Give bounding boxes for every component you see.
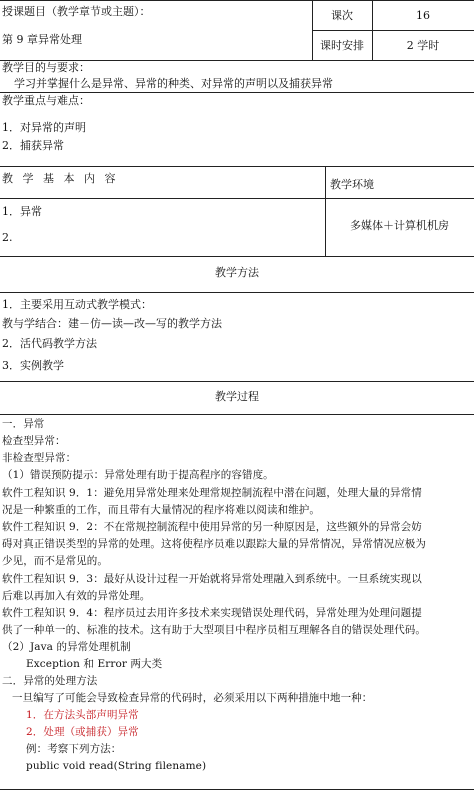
divider bbox=[325, 166, 326, 256]
objectives-label: 教学目的与要求： bbox=[2, 61, 90, 74]
process-line: 一旦编写了可能会导致检查异常的代码时，必须采用以下两种措施中地一种： bbox=[12, 692, 373, 704]
process-line: 非检查型异常： bbox=[2, 452, 77, 464]
process-line: public void read(String filename) bbox=[26, 760, 207, 772]
divider bbox=[0, 292, 474, 293]
objectives-text: 学习并掌握什么是异常、异常的种类、对异常的声明以及捕获异常 bbox=[14, 77, 333, 90]
content-item: 2. bbox=[2, 231, 13, 244]
process-line: （1）错误预防提示：异常处理有助于提高程序的容错度。 bbox=[2, 469, 274, 481]
session-value: 16 bbox=[416, 9, 430, 22]
method-line: 3．实例教学 bbox=[2, 359, 64, 372]
key-point-item: 2．捕获异常 bbox=[2, 139, 64, 152]
topic-label: 授课题目（教学章节或主题）： bbox=[2, 5, 151, 18]
process-line: 例：考察下列方法： bbox=[26, 743, 122, 755]
hours-value: 2 学时 bbox=[406, 39, 440, 52]
divider bbox=[312, 30, 474, 31]
process-line: 软件工程知识 9．3：最好从设计过程一开始就将异常处理融入到系统中。一旦系统实现以 bbox=[2, 573, 422, 585]
environment-value: 多媒体＋计算机机房 bbox=[350, 219, 449, 232]
process-line: 一．异常 bbox=[2, 418, 45, 430]
method-line: 教与学结合：建－仿—读—改—写的教学方法 bbox=[2, 317, 222, 330]
process-line: 软件工程知识 9．1：避免用异常处理来处理常规控制流程中潜在问题，处理大量的异常情 bbox=[2, 487, 422, 499]
divider bbox=[0, 198, 474, 199]
process-line: 软件工程知识 9．2：不在常规控制流程中使用异常的另一种原因是，这些额外的异常会妨 bbox=[2, 521, 422, 533]
process-line: 况是一种繁重的工作，而且带有大量情况的程序将难以阅读和维护。 bbox=[2, 504, 320, 516]
process-line: 供了一种单一的、标准的技术。这有助于大型项目中程序员相互理解各自的错误处理代码。 bbox=[2, 624, 426, 636]
process-line: Exception 和 Error 两大类 bbox=[26, 658, 163, 670]
content-item: 1．异常 bbox=[2, 205, 42, 218]
content-label: 教 学 基 本 内 容 bbox=[2, 172, 119, 185]
process-line: 二．异常的处理方法 bbox=[2, 675, 98, 687]
process-heading: 教学过程 bbox=[215, 390, 259, 403]
process-line-emphasis: 1．在方法头部声明异常 bbox=[26, 709, 139, 721]
process-line: 软件工程知识 9．4：程序员过去用许多技术来实现错误处理代码，异常处理为处理问题提 bbox=[2, 607, 422, 619]
key-point-item: 1．对异常的声明 bbox=[2, 121, 86, 134]
process-line: （2）Java 的异常处理机制 bbox=[2, 641, 131, 653]
key-points-label: 教学重点与难点： bbox=[2, 94, 90, 107]
environment-label: 教学环境 bbox=[330, 178, 374, 191]
method-line: 2．活代码教学方法 bbox=[2, 337, 97, 350]
divider bbox=[0, 381, 474, 382]
hours-label: 课时安排 bbox=[320, 39, 364, 52]
process-line: 检查型异常： bbox=[2, 435, 66, 447]
divider bbox=[0, 256, 474, 257]
divider bbox=[0, 414, 474, 415]
methods-heading: 教学方法 bbox=[215, 266, 259, 279]
process-line-emphasis: 2．处理（或捕获）异常 bbox=[26, 726, 139, 738]
process-line: 少见，而不是常见的。 bbox=[2, 555, 108, 567]
topic-value: 第 9 章异常处理 bbox=[2, 33, 82, 46]
process-line: 碍对真正错误类型的异常的处理。这将使程序员难以跟踪大量的异常情况，异常情况应极为 bbox=[2, 538, 426, 550]
divider bbox=[0, 166, 474, 167]
session-label: 课次 bbox=[331, 9, 353, 22]
process-line: 后难以再加入有效的异常处理。 bbox=[2, 590, 151, 602]
method-line: 1．主要采用互动式教学模式： bbox=[2, 298, 152, 311]
